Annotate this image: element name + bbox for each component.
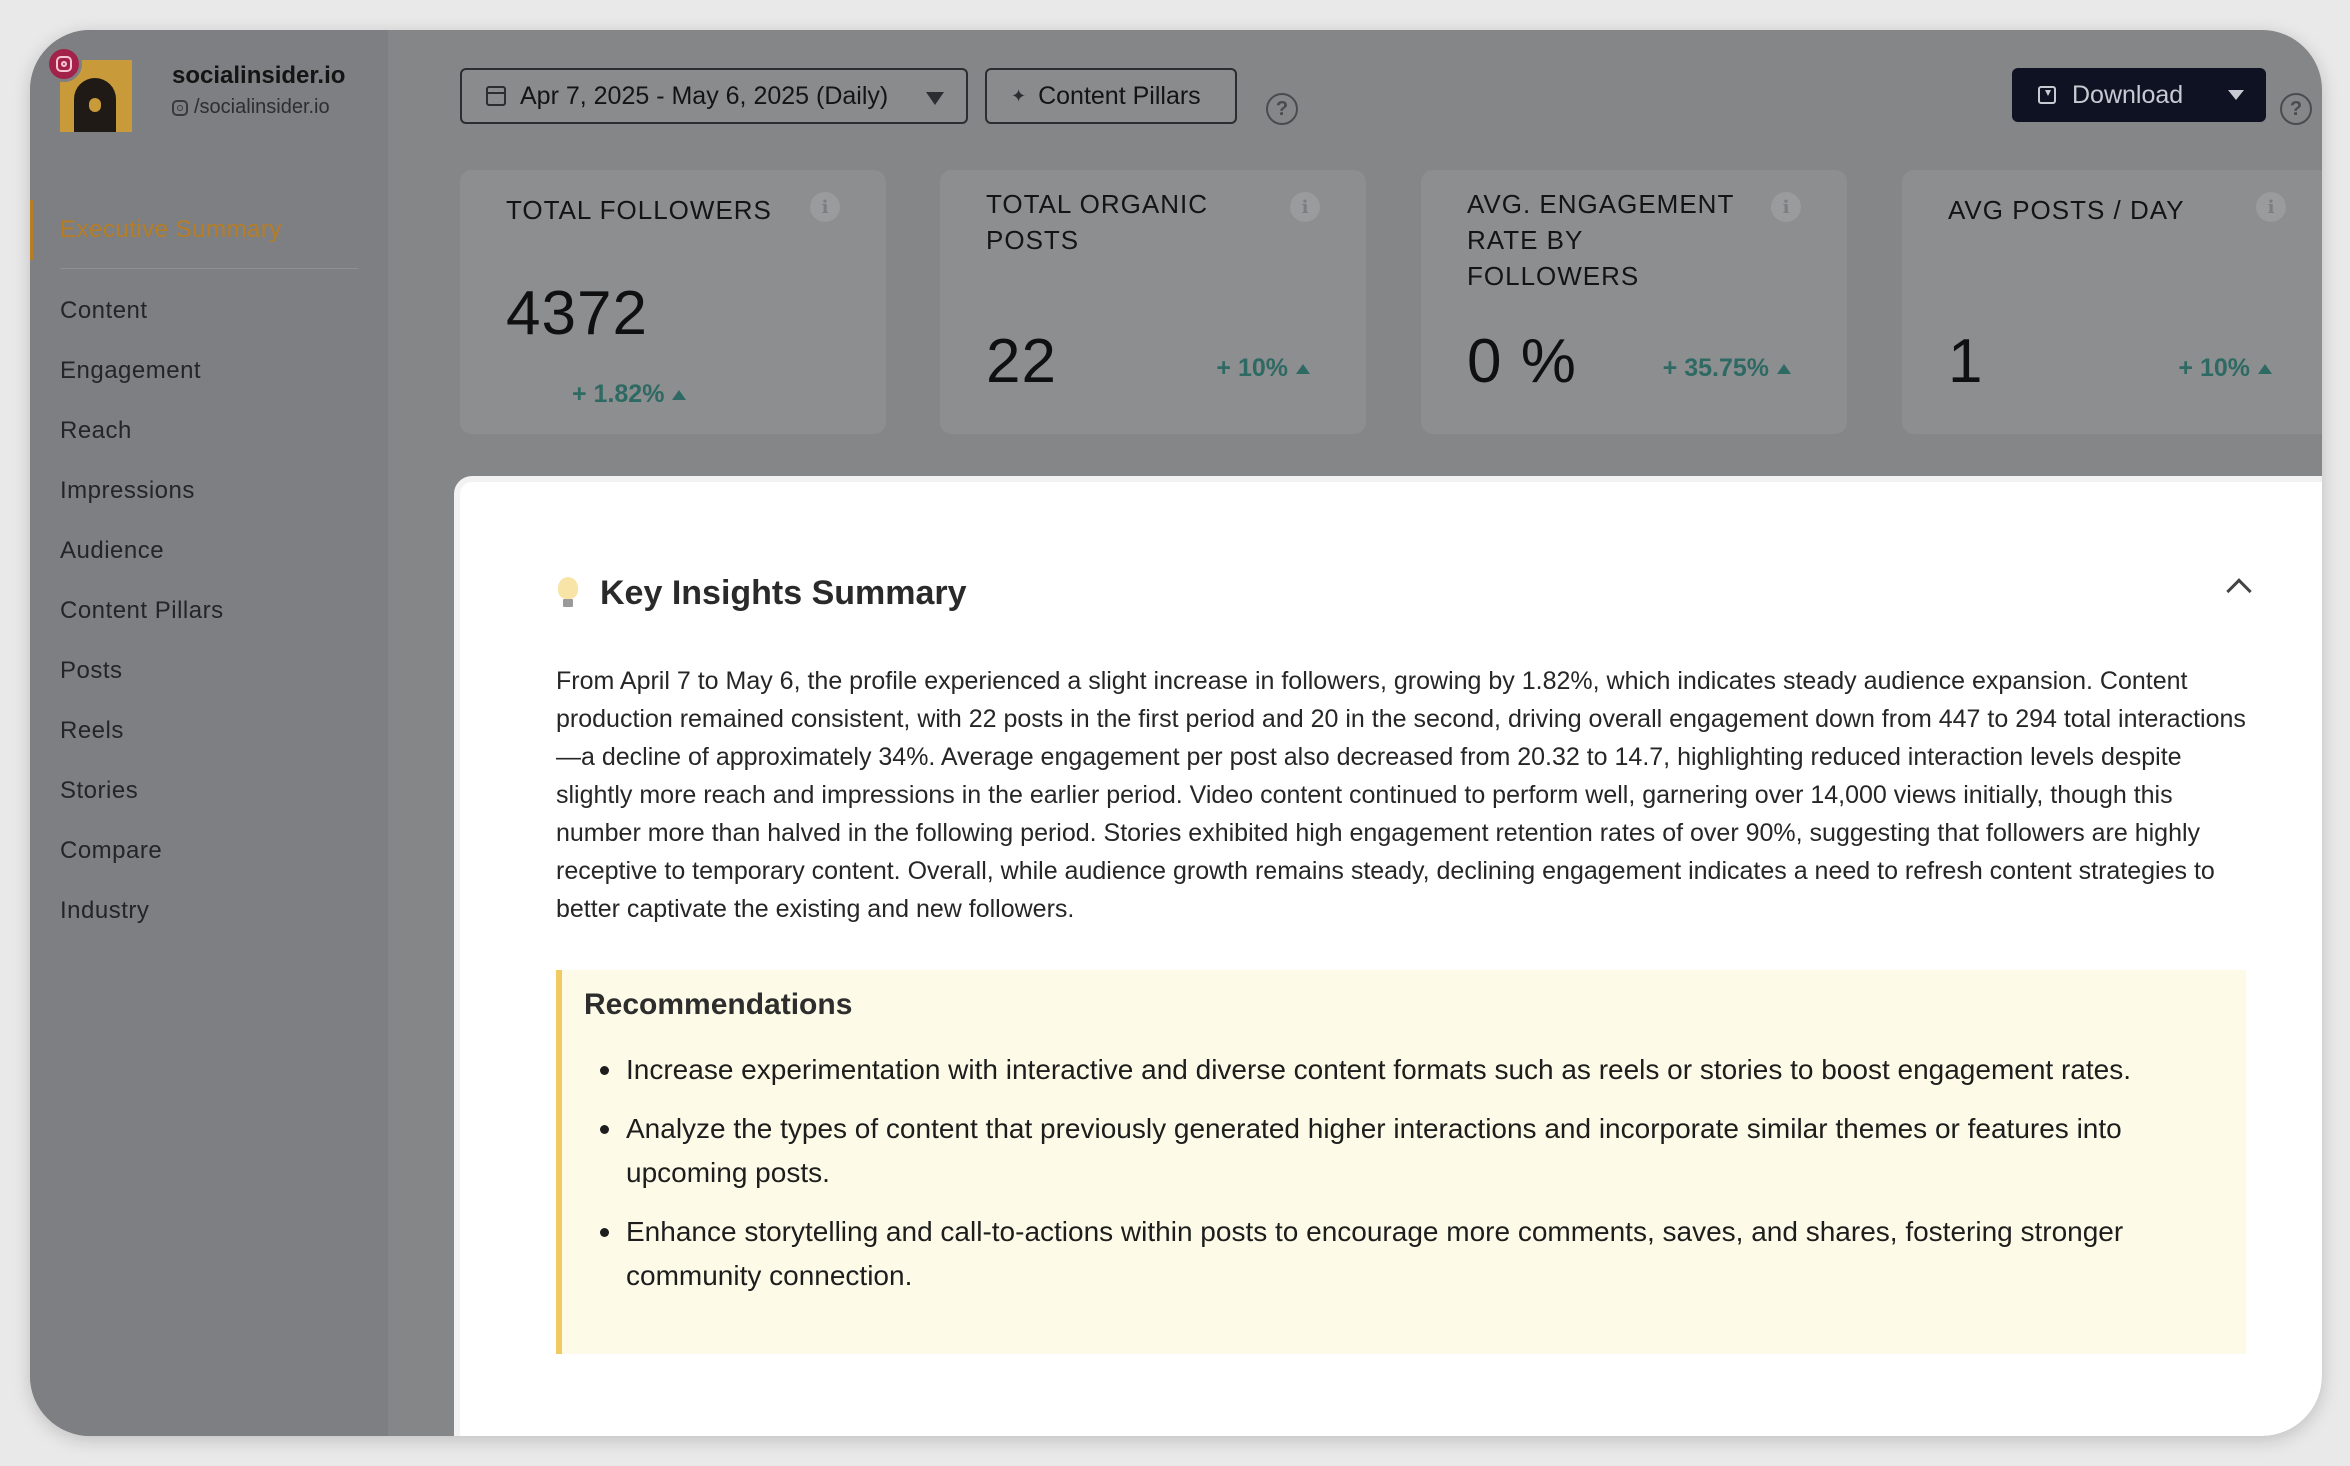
sidebar-item-industry[interactable]: Industry bbox=[60, 897, 150, 924]
info-icon[interactable]: i bbox=[2256, 192, 2286, 222]
download-button[interactable] bbox=[2012, 68, 2266, 122]
stat-value: 4372 bbox=[506, 279, 648, 348]
stat-change-text: + 1.82% bbox=[572, 380, 665, 408]
profile-handle-text: /socialinsider.io bbox=[194, 96, 330, 118]
recommendation-item: Increase experimentation with interactive and diverse content formats such as reels or stories to boost engagement rates. bbox=[626, 1048, 2216, 1092]
sidebar-nav bbox=[30, 200, 388, 941]
stat-value: 0 % bbox=[1467, 327, 1577, 396]
trend-up-icon bbox=[2258, 364, 2272, 374]
date-range-picker[interactable] bbox=[460, 68, 968, 124]
sidebar bbox=[30, 30, 388, 1436]
help-icon[interactable]: ? bbox=[2280, 93, 2312, 125]
trend-up-icon bbox=[672, 390, 686, 400]
sidebar-item-reels[interactable]: Reels bbox=[60, 717, 124, 744]
help-icon[interactable]: ? bbox=[1266, 93, 1298, 125]
trend-up-icon bbox=[1296, 364, 1310, 374]
info-icon[interactable]: i bbox=[1290, 192, 1320, 222]
calendar-icon bbox=[486, 86, 506, 106]
stat-value: 1 bbox=[1948, 327, 1984, 396]
lightbulb-icon bbox=[556, 577, 580, 611]
stat-card-avg-engagement-rate bbox=[1421, 170, 1847, 434]
sidebar-item-reach[interactable]: Reach bbox=[60, 417, 132, 444]
content-pillars-button[interactable] bbox=[985, 68, 1237, 124]
date-range-label: Apr 7, 2025 - May 6, 2025 (Daily) bbox=[520, 81, 889, 110]
profile-header[interactable] bbox=[60, 60, 380, 134]
content-pillars-label: Content Pillars bbox=[1038, 81, 1201, 110]
stat-value: 22 bbox=[986, 327, 1057, 396]
stat-change bbox=[1216, 354, 1310, 383]
recommendations-title: Recommendations bbox=[584, 988, 853, 1021]
stat-change-text: + 35.75% bbox=[1662, 354, 1769, 382]
key-insights-panel bbox=[454, 476, 2322, 1436]
chevron-down-icon[interactable] bbox=[2228, 90, 2244, 100]
key-insights-title: Key Insights Summary bbox=[600, 574, 967, 612]
recommendations-box bbox=[556, 970, 2246, 1354]
sidebar-item-audience[interactable]: Audience bbox=[60, 537, 165, 564]
sidebar-item-content-pillars[interactable]: Content Pillars bbox=[60, 597, 224, 624]
stat-change-text: + 10% bbox=[1216, 354, 1288, 382]
recommendations-list bbox=[626, 1048, 2216, 1313]
stat-title: AVG POSTS / DAY bbox=[1948, 195, 2185, 225]
stat-title: TOTAL ORGANIC POSTS bbox=[986, 189, 1208, 255]
sidebar-item-impressions[interactable]: Impressions bbox=[60, 477, 195, 504]
trend-up-icon bbox=[1777, 364, 1791, 374]
recommendation-item: Enhance storytelling and call-to-actions within posts to encourage more comments, saves, and shares, fostering stronger community connection. bbox=[626, 1210, 2216, 1298]
profile-name: socialinsider.io bbox=[172, 62, 346, 89]
nav-divider bbox=[60, 268, 358, 269]
chevron-up-icon[interactable] bbox=[2226, 578, 2251, 603]
profile-handle bbox=[172, 96, 330, 119]
recommendation-item: Analyze the types of content that previously generated higher interactions and incorporate similar themes or features into upcoming posts. bbox=[626, 1107, 2216, 1195]
download-label: Download bbox=[2072, 80, 2184, 109]
stat-change bbox=[2178, 354, 2272, 383]
info-icon[interactable]: i bbox=[810, 192, 840, 222]
instagram-icon bbox=[46, 46, 82, 82]
stat-title: TOTAL FOLLOWERS bbox=[506, 195, 772, 225]
stat-change-text: + 10% bbox=[2178, 354, 2250, 382]
stat-card-total-followers bbox=[460, 170, 886, 434]
download-icon bbox=[2038, 86, 2056, 104]
sparkle-icon: ✦ bbox=[1011, 85, 1027, 106]
sidebar-item-engagement[interactable]: Engagement bbox=[60, 357, 202, 384]
stat-change bbox=[572, 380, 686, 409]
info-icon[interactable]: i bbox=[1771, 192, 1801, 222]
stat-change bbox=[1663, 354, 1791, 383]
sidebar-item-compare[interactable]: Compare bbox=[60, 837, 163, 864]
sidebar-item-posts[interactable]: Posts bbox=[60, 657, 123, 684]
stat-card-avg-posts-per-day bbox=[1902, 170, 2322, 434]
instagram-small-icon bbox=[172, 100, 188, 116]
sidebar-item-executive-summary[interactable]: Executive Summary bbox=[30, 200, 388, 260]
sidebar-item-stories[interactable]: Stories bbox=[60, 777, 139, 804]
app-window bbox=[30, 30, 2322, 1436]
insights-summary-text: From April 7 to May 6, the profile experienced a slight increase in followers, growing by 1.82%, which indicates steady audience expansion. Content production remained consistent, with 22 posts in the first period and 20 in the second, driving overall engagement down from 447 to 294 total interactions—a decline of approximately 34%. Average engagement per post also decreased from 20.32 to 14.7, highlighting reduced interaction levels despite slightly more reach and impressions in the earlier period. Video content continued to perform well, garnering over 14,000 views initially, though this number more than halved in the following period. Stories exhibited high engagement retention rates of over 90%, suggesting that followers are highly receptive to temporary content. Overall, while audience growth remains steady, declining engagement indicates a need to refresh content strategies to better captivate the existing and new followers. bbox=[556, 667, 2246, 923]
sidebar-item-content[interactable]: Content bbox=[60, 297, 148, 324]
key-insights-header bbox=[556, 574, 967, 613]
chevron-down-icon bbox=[926, 92, 944, 105]
stat-title: AVG. ENGAGEMENT RATE BY FOLLOWERS bbox=[1467, 189, 1734, 291]
stat-card-total-organic-posts bbox=[940, 170, 1366, 434]
